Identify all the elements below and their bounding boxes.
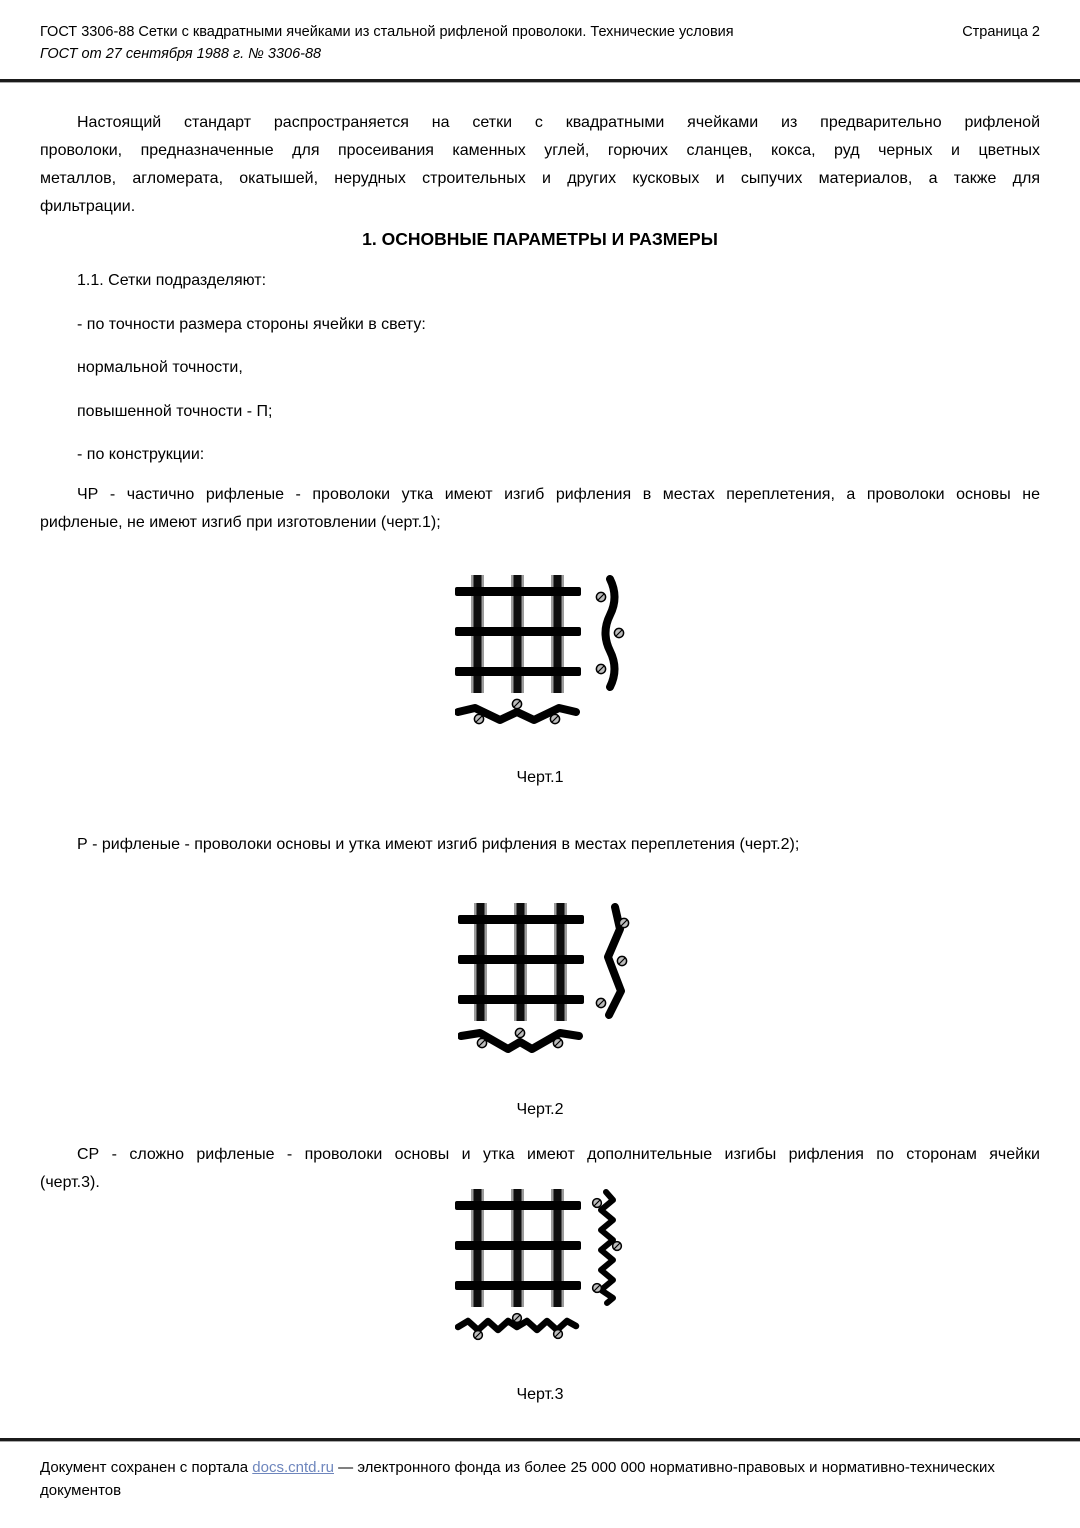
footer-text bbox=[40, 1456, 1040, 1502]
paragraph-r: Р - рифленые - проволоки основы и утка имеют изгиб рифления в местах переплетения (черт.2); bbox=[77, 836, 800, 853]
footer-divider bbox=[0, 1438, 1080, 1442]
figure-3-image bbox=[455, 1189, 635, 1344]
footer-suffix: — электронного фонда из более 25 000 000 нормативно-правовых и нормативно-технических документов bbox=[40, 1459, 995, 1499]
intro-line: проволоки, предназначенные для просеивания каменных углей, горючих сланцев, кокса, руд черных и цветных bbox=[40, 142, 1040, 159]
warp-wire-side-view bbox=[596, 907, 628, 1015]
intro-paragraph bbox=[40, 109, 1040, 221]
mesh-front-view bbox=[455, 575, 581, 693]
figure-1-image bbox=[455, 575, 635, 730]
document-title: ГОСТ 3306-88 Сетки с квадратными ячейками из стальной рифленой проволоки. Технические условия bbox=[40, 24, 734, 40]
list-item-high-accuracy: повышенной точности - П; bbox=[77, 403, 273, 420]
document-subtitle: ГОСТ от 27 сентября 1988 г. № 3306-88 bbox=[40, 46, 322, 62]
list-item-normal-accuracy: нормальной точности, bbox=[77, 359, 243, 376]
mesh-front-view bbox=[455, 1189, 581, 1307]
mesh-front-view bbox=[458, 903, 584, 1021]
header-divider bbox=[0, 79, 1080, 83]
warp-wire-side-view bbox=[593, 1192, 622, 1303]
intro-line: металлов, агломерата, окатышей, нерудных строительных и других кусковых и сыпучих материалов, а также для bbox=[40, 170, 1040, 187]
section-heading: 1. ОСНОВНЫЕ ПАРАМЕТРЫ И РАЗМЕРЫ bbox=[362, 229, 718, 249]
page-number: Страница 2 bbox=[962, 24, 1040, 40]
figure-2-image bbox=[458, 903, 638, 1058]
clause-1-1: 1.1. Сетки подразделяют: bbox=[77, 272, 267, 289]
figure-1-caption: Черт.1 bbox=[516, 769, 564, 786]
intro-line: фильтрации. bbox=[40, 198, 136, 215]
list-item-accuracy: - по точности размера стороны ячейки в свету: bbox=[77, 316, 426, 333]
weft-wire-bottom-view bbox=[461, 1028, 579, 1049]
paragraph-chr-line: рифленые, не имеют изгиб при изготовлении (черт.1); bbox=[40, 514, 441, 531]
docs-link[interactable]: docs.cntd.ru bbox=[252, 1459, 334, 1476]
intro-line: Настоящий стандарт распространяется на сетки с квадратными ячейками из предварительно рифленой bbox=[77, 114, 1040, 131]
warp-wire-side-view bbox=[596, 579, 623, 687]
paragraph-chr bbox=[40, 481, 1040, 537]
figure-2-caption: Черт.2 bbox=[516, 1101, 564, 1118]
footer-prefix: Документ сохранен с портала bbox=[40, 1459, 253, 1476]
paragraph-sr-line: СР - сложно рифленые - проволоки основы и утка имеют дополнительные изгибы рифления по сторонам ячейки bbox=[77, 1146, 1040, 1163]
paragraph-chr-line: ЧР - частично рифленые - проволоки утка имеют изгиб рифления в местах переплетения, а проволоки основы не bbox=[77, 486, 1040, 503]
figure-3-caption: Черт.3 bbox=[516, 1386, 564, 1403]
weft-wire-bottom-view bbox=[458, 1314, 576, 1340]
list-item-construction: - по конструкции: bbox=[77, 446, 205, 463]
paragraph-sr-line: (черт.3). bbox=[40, 1174, 100, 1191]
weft-wire-bottom-view bbox=[458, 699, 576, 723]
